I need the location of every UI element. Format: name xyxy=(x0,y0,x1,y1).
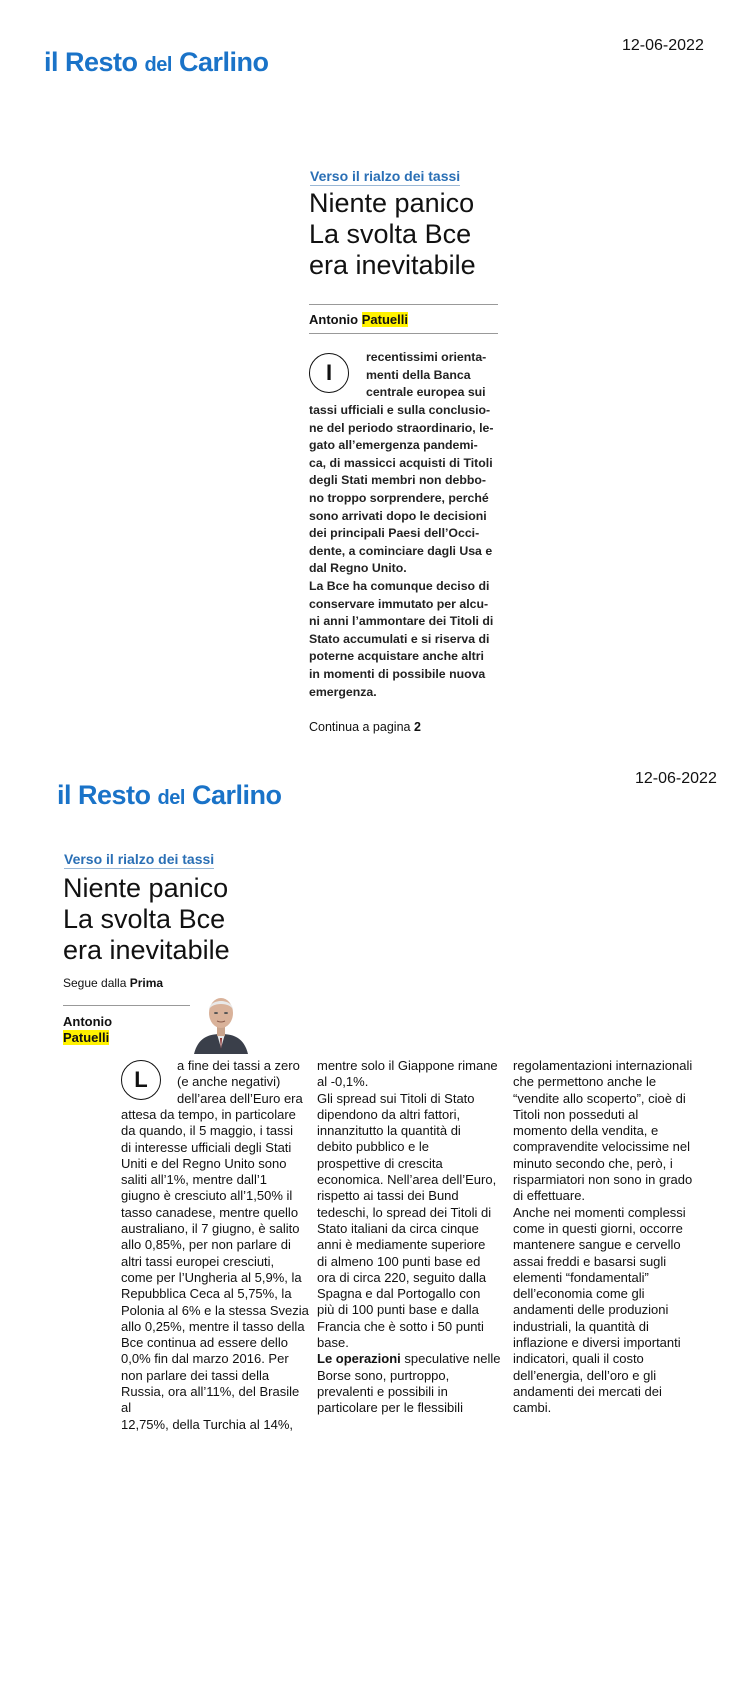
article-line: gato all’emergenza pandemi- xyxy=(309,438,478,453)
article-line: menti della Banca xyxy=(366,367,471,382)
column-line: elementi “fondamentali” xyxy=(513,1269,649,1285)
article-line: conservare immutato per alcu- xyxy=(309,596,489,611)
page2-segue-note: Segue dalla Prima xyxy=(63,976,164,990)
column-line: Polonia al 6% e la stessa Svezia xyxy=(121,1302,309,1318)
column-line: ora di circa 220, seguito dalla xyxy=(317,1269,487,1285)
article-line: sono arrivati dopo le decisioni xyxy=(309,508,487,523)
page2-column3 xyxy=(513,1058,713,1417)
article-line: recentissimi orienta- xyxy=(366,350,487,364)
column-line: 12,75%, della Turchia al 14%, xyxy=(121,1416,293,1432)
column-line: Bce continua ad essere dello xyxy=(121,1335,288,1351)
page2-newspaper-logo: il Resto del Carlino xyxy=(57,780,282,810)
column-line: Uniti e del Regno Unito sono xyxy=(121,1155,287,1171)
column-line: industriali, la quantità di xyxy=(513,1318,649,1334)
page2-column1-intro xyxy=(177,1058,310,1107)
column-line: dell’area dell’Euro era xyxy=(177,1090,303,1106)
page1-byline: Antonio Patuelli xyxy=(309,312,408,327)
column-line: Anche nei momenti complessi xyxy=(513,1204,686,1220)
column-line: dell’energia, dell’oro e gli xyxy=(513,1367,657,1383)
column-line: altri tassi europei cresciuti, xyxy=(121,1253,275,1269)
column-line: australiano, il 7 giugno, è salito xyxy=(121,1221,300,1237)
column-line: allo 0,25%, mentre il tasso della xyxy=(121,1318,305,1334)
column-line: “vendite allo scoperto”, cioè di xyxy=(513,1090,686,1106)
column-line: inflazione e diversi importanti xyxy=(513,1335,681,1351)
column-line: giugno è cresciuto all’1,50% il xyxy=(121,1188,293,1204)
page1-date: 12-06-2022 xyxy=(622,37,704,54)
column-line: tasso canadese, mentre quello xyxy=(121,1204,299,1220)
column-line: dell’economia come gli xyxy=(513,1286,645,1302)
column-line: prevalenti e possibili in xyxy=(317,1383,448,1399)
column-line: regolamentazioni internazionali xyxy=(513,1058,693,1073)
column-line: 0,0% fin dal marzo 2016. Per xyxy=(121,1351,289,1367)
column-line: cambi. xyxy=(513,1400,552,1416)
page2-dropcap: L xyxy=(121,1060,161,1100)
page1-newspaper-logo: il Resto del Carlino xyxy=(44,47,269,77)
article-line: La Bce ha comunque deciso di xyxy=(309,578,490,593)
column-line: innanzitutto la quantità di xyxy=(317,1123,461,1139)
column-line: Stato italiani da circa cinque xyxy=(317,1220,479,1236)
article-line: centrale europea sui xyxy=(366,385,486,400)
column-line: risparmiatori non sono in grado xyxy=(513,1172,693,1188)
column-line: economica. Nell’area dell’Euro, xyxy=(317,1172,497,1188)
column-line: indicatori, quali il costo xyxy=(513,1351,644,1367)
article-line: poterne acquistare anche altri xyxy=(309,649,484,664)
column-line: Francia che è sotto i 50 punti xyxy=(317,1318,484,1334)
column-line: saliti all’1%, mentre dall’1 xyxy=(121,1172,267,1188)
column-line: prospettive di crescita xyxy=(317,1155,443,1171)
page1-headline: Niente panico La svolta Bce era inevitabile xyxy=(309,188,476,280)
article-line: tassi ufficiali e sulla conclusio- xyxy=(309,403,491,417)
paragraph-lead-rest: speculative nelle xyxy=(400,1351,501,1367)
page2-kicker: Verso il rialzo dei tassi xyxy=(64,851,215,867)
author-portrait xyxy=(190,988,252,1054)
column-line: assai freddi e basarsi sugli xyxy=(513,1253,667,1269)
page2-byline: Antonio Patuelli xyxy=(63,1014,113,1045)
column-line: Gli spread sui Titoli di Stato xyxy=(317,1090,475,1106)
column-line: Titoli non posseduti al xyxy=(513,1106,639,1122)
column-line: particolare per le flessibili xyxy=(317,1400,463,1416)
page1-top-rule xyxy=(309,304,498,305)
column-line: rispetto ai tassi dei Bund xyxy=(317,1188,459,1204)
column-line: andamenti dei mercati dei xyxy=(513,1383,662,1399)
column-line: che permettono anche le xyxy=(513,1074,657,1090)
column-line: come in questi giorni, occorre xyxy=(513,1220,683,1236)
column-line: da quando, il 5 maggio, i tassi xyxy=(121,1123,293,1139)
article-line: emergenza. xyxy=(309,684,377,699)
page1-dropcap: I xyxy=(309,353,349,393)
column-line: compravendite velocissime nel xyxy=(513,1139,691,1155)
page1-article-intro xyxy=(366,349,497,402)
page1-article-body xyxy=(309,402,498,701)
article-line: ne del periodo straordinario, le- xyxy=(309,420,494,435)
column-line: momento della vendita, e xyxy=(513,1123,659,1139)
article-line: dei principali Paesi dell’Occi- xyxy=(309,526,480,541)
column-line: minuto secondo che, però, i xyxy=(513,1155,673,1171)
column-line: Repubblica Ceca al 5,75%, la xyxy=(121,1286,292,1302)
column-line: Borse sono, purtroppo, xyxy=(317,1367,450,1383)
column-line: anni è mediamente superiore xyxy=(317,1237,486,1253)
column-line: mantenere sangue e cervello xyxy=(513,1237,681,1253)
article-line: dente, a cominciare dagli Usa e xyxy=(309,543,493,558)
page2-column1 xyxy=(121,1107,311,1433)
page1-bottom-rule xyxy=(309,333,498,334)
column-line: come per l’Ungheria al 5,9%, la xyxy=(121,1269,302,1285)
column-line: mentre solo il Giappone rimane xyxy=(317,1058,498,1073)
column-line: più di 100 punti base e dalla xyxy=(317,1302,479,1318)
column-line: al -0,1%. xyxy=(317,1074,369,1090)
article-line: ca, di massicci acquisti di Titoli xyxy=(309,455,493,470)
column-line: (e anche negativi) xyxy=(177,1074,281,1090)
column-line: di almeno 100 punti base ed xyxy=(317,1253,481,1269)
column-line xyxy=(317,1351,512,1367)
column-line: di interesse ufficiali degli Stati xyxy=(121,1139,292,1155)
article-line: ni anni l’ammontare dei Titoli di xyxy=(309,614,494,629)
article-line: degli Stati membri non debbo- xyxy=(309,473,486,488)
column-line: base. xyxy=(317,1335,349,1351)
column-line: dipendono da altri fattori, xyxy=(317,1106,461,1122)
column-line: Russia, ora all’11%, del Brasile al xyxy=(121,1384,300,1416)
article-line: in momenti di possibile nuova xyxy=(309,666,486,681)
paragraph-lead: Le operazioni xyxy=(317,1351,401,1367)
article-line: Stato accumulati e si riserva di xyxy=(309,631,490,646)
column-line: allo 0,85%, per non parlare di xyxy=(121,1237,291,1253)
page1-kicker: Verso il rialzo dei tassi xyxy=(310,168,461,184)
column-line: Spagna e dal Portogallo con xyxy=(317,1286,481,1302)
page1-continue-page-link[interactable]: 2 xyxy=(413,720,421,734)
column-line: a fine dei tassi a zero xyxy=(177,1058,300,1073)
column-line: debito pubblico e le xyxy=(317,1139,430,1155)
column-line: andamenti delle produzioni xyxy=(513,1302,669,1318)
page2-headline: Niente panico La svolta Bce era inevitabile xyxy=(63,873,230,965)
page2-date: 12-06-2022 xyxy=(635,770,717,787)
article-line: no troppo sorprendere, perché xyxy=(309,490,489,505)
page1-continue-note: Continua a pagina 2 xyxy=(309,720,421,734)
column-line: tedeschi, lo spread dei Titoli di xyxy=(317,1204,492,1220)
column-line: attesa da tempo, in particolare xyxy=(121,1107,296,1122)
article-line: dal Regno Unito. xyxy=(309,561,407,576)
column-line: di effettuare. xyxy=(513,1188,586,1204)
page2-column2 xyxy=(317,1058,512,1417)
column-line: non parlare dei tassi della xyxy=(121,1367,270,1383)
